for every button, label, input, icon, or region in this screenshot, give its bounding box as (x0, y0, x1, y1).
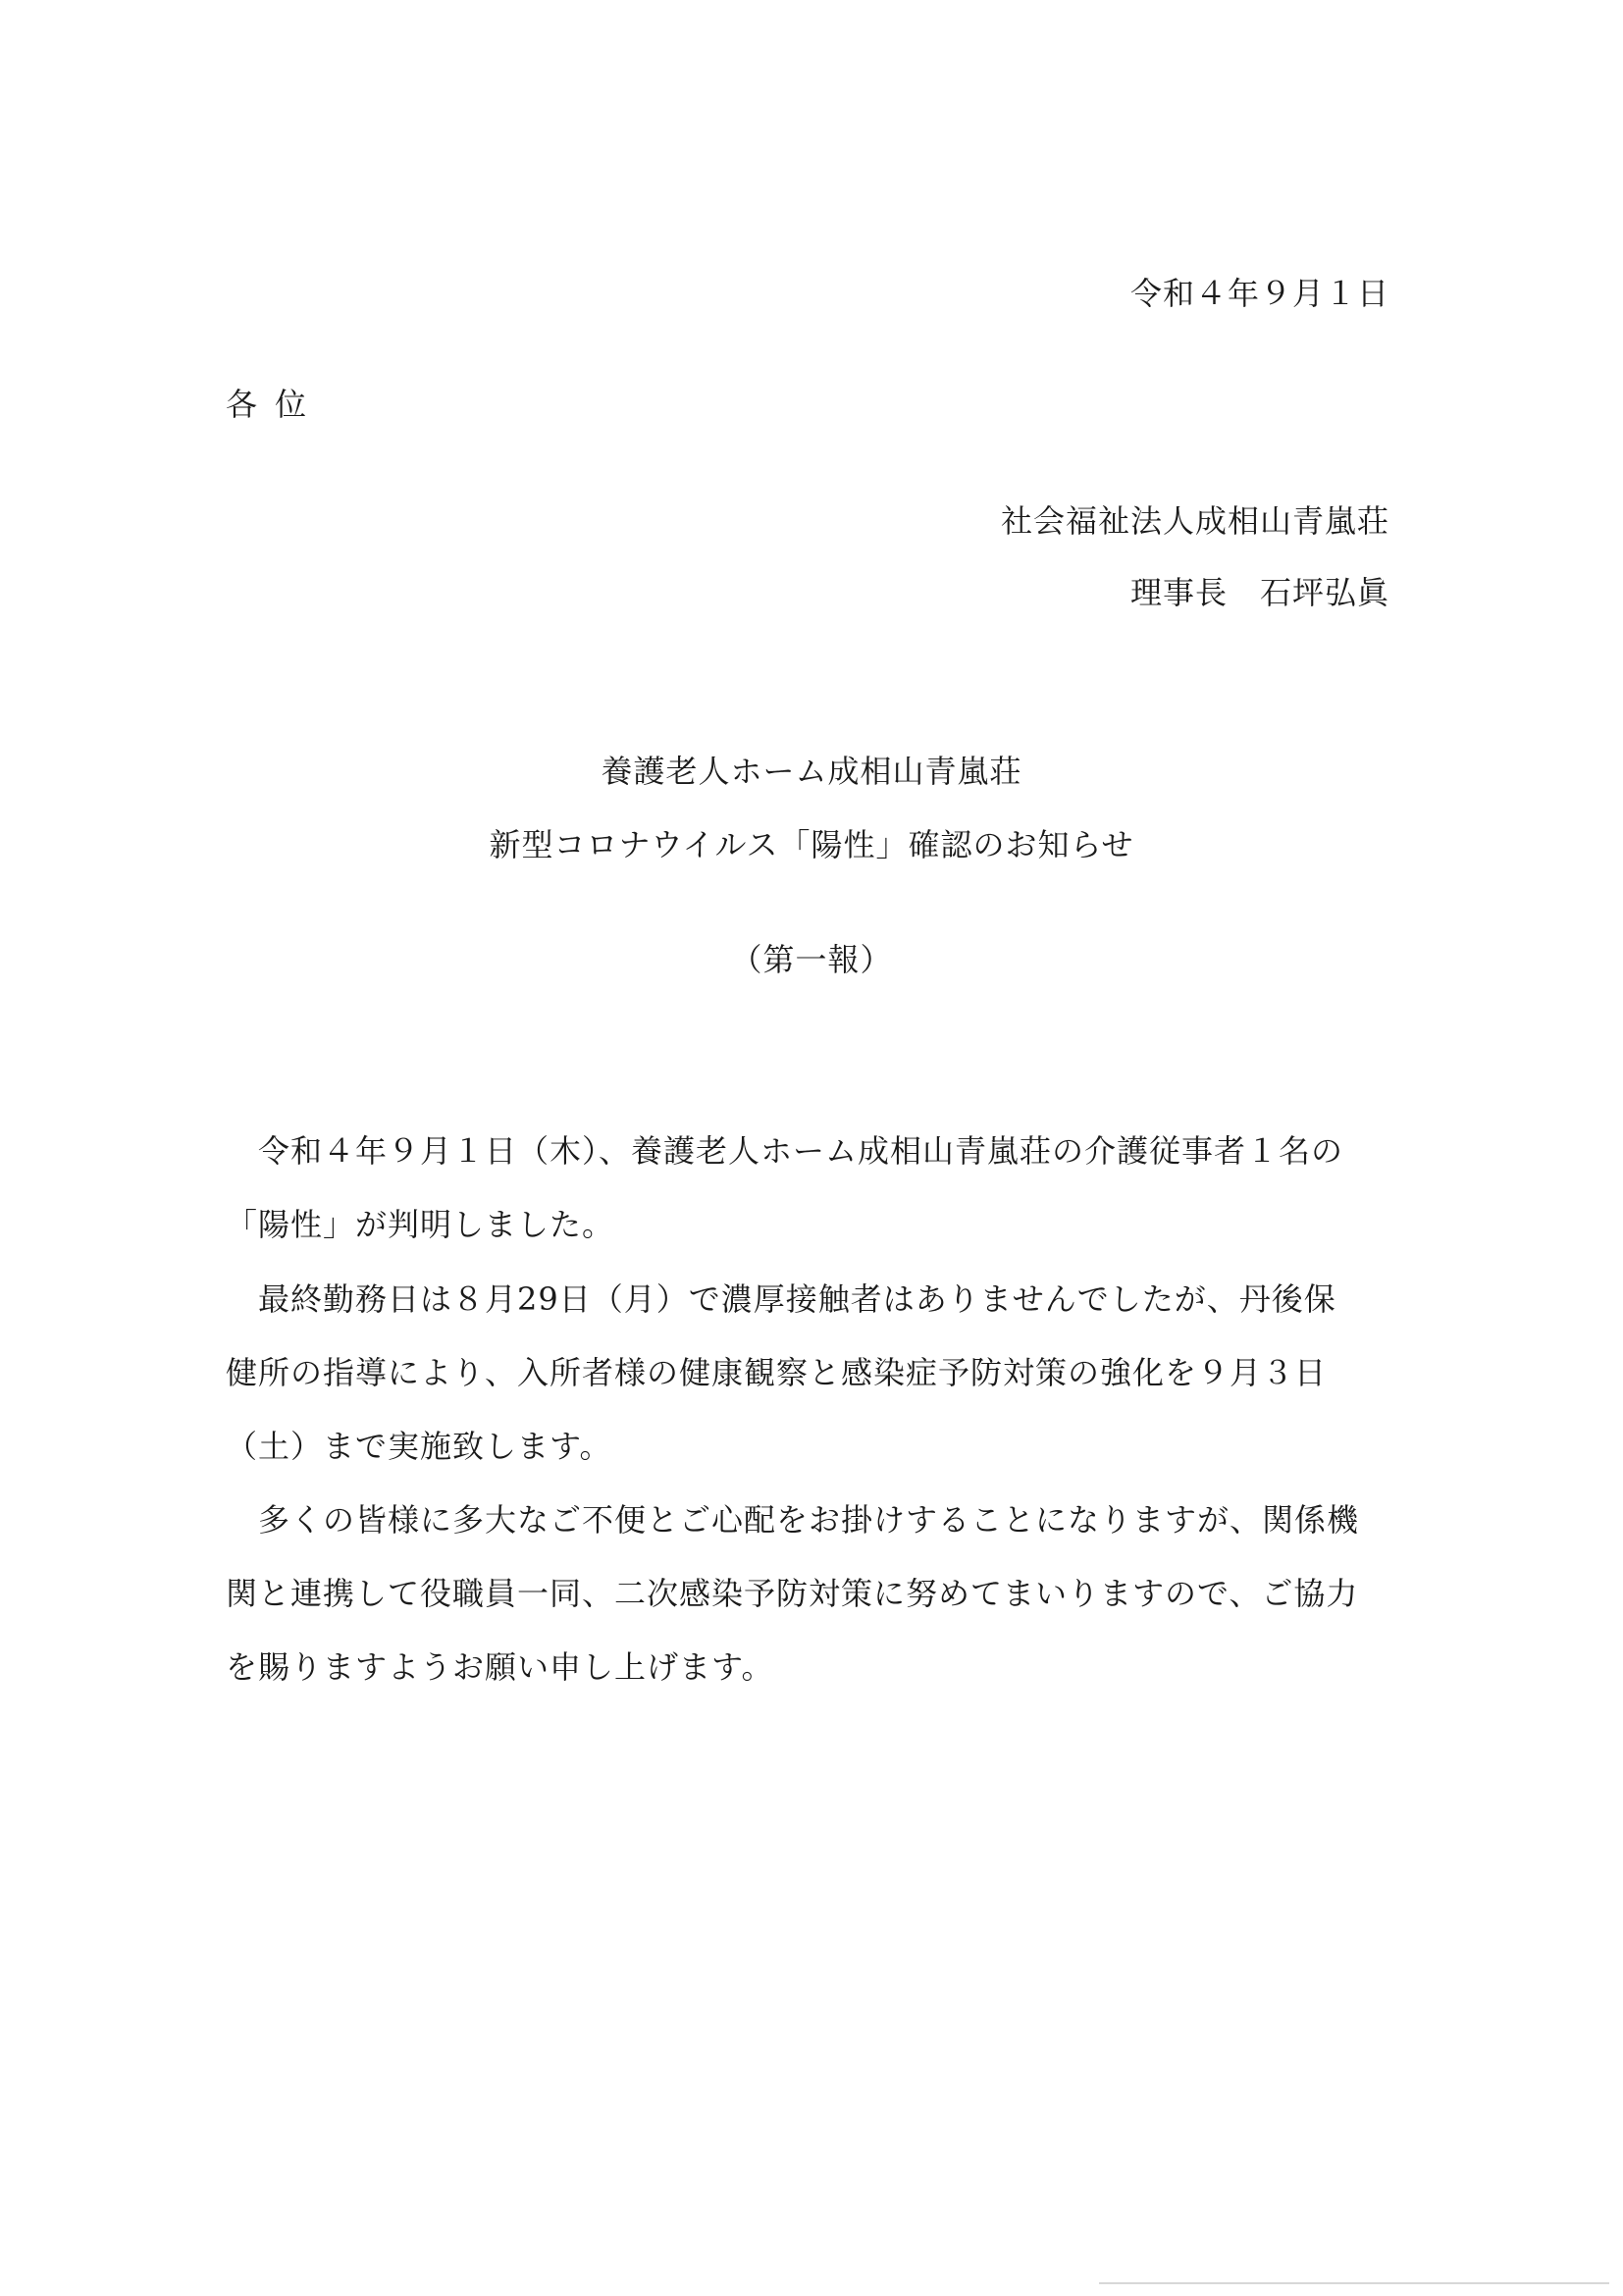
body-paragraph-1 (226, 1131, 1393, 1244)
sender-representative: 理事長 石坪弘眞 (1129, 574, 1389, 611)
body-line: （土）まで実施致します。 (226, 1428, 612, 1465)
body-line: を賜りますようお願い申し上げます。 (226, 1648, 774, 1686)
issue-number: （第一報） (730, 941, 893, 978)
scan-edge-line (1099, 2282, 1609, 2284)
body-line: 関と連携して役職員一同、二次感染予防対策に努めてまいりますので、ご協力 (226, 1575, 1359, 1612)
sender-organization: 社会福祉法人成相山青嵐荘 (1000, 502, 1389, 540)
body-line: 最終勤務日は８月29日（月）で濃厚接触者はありませんでしたが、丹後保 (226, 1280, 1336, 1318)
body-paragraph-3 (226, 1500, 1393, 1687)
title-notice: 新型コロナウイルス「陽性」確認のお知らせ (489, 826, 1134, 863)
body-line: 多くの皆様に多大なご不便とご心配をお掛けすることになりますが、関係機 (226, 1501, 1360, 1539)
document-date: 令和４年９月１日 (1129, 275, 1389, 312)
body-line: 健所の指導により、入所者様の健康観察と感染症予防対策の強化を９月３日 (226, 1354, 1328, 1391)
title-facility: 養護老人ホーム成相山青嵐荘 (601, 753, 1022, 790)
body-line: 令和４年９月１日（木）、養護老人ホーム成相山青嵐荘の介護従事者１名の (226, 1132, 1344, 1170)
body-paragraph-2 (226, 1279, 1393, 1466)
addressee: 各位 (226, 386, 325, 423)
body-line: 「陽性」が判明しました。 (226, 1206, 615, 1243)
